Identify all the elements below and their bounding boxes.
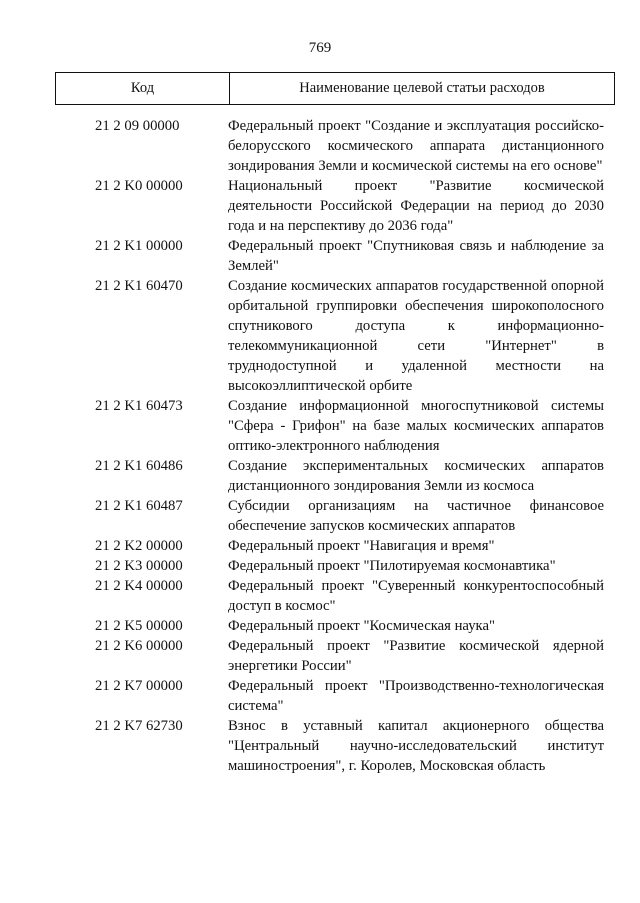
- row-name: Федеральный проект "Космическая наука": [228, 618, 495, 634]
- table-row: [55, 556, 615, 576]
- header-code: Код: [56, 73, 230, 104]
- table-body: [55, 116, 615, 776]
- row-code: 21 2 K1 60487: [95, 498, 183, 514]
- row-code: 21 2 K1 60470: [95, 278, 183, 294]
- table-row: [55, 576, 615, 616]
- table-row: [55, 616, 615, 636]
- row-name: Федеральный проект "Пилотируемая космонавтика": [228, 558, 556, 574]
- row-code: 21 2 K7 62730: [95, 718, 183, 734]
- row-code: 21 2 09 00000: [95, 118, 180, 134]
- table-row: [55, 676, 615, 716]
- table-row: [55, 496, 615, 536]
- row-code: 21 2 K4 00000: [95, 578, 183, 594]
- row-code: 21 2 K1 60486: [95, 458, 183, 474]
- row-name: Федеральный проект "Создание и эксплуатация российско-белорусского космического аппарата дистанционного зондирования Земли и космической системы на его основе": [228, 118, 604, 174]
- row-name: Федеральный проект "Спутниковая связь и наблюдение за Землей": [228, 238, 604, 274]
- row-name: Создание космических аппаратов государственной опорной орбитальной группировки обеспечения широкополосного спутникового доступа к информационно-телекоммуникационной сети "Интернет" в труднодоступной и удаленной местности на высокоэллиптической орбите: [228, 278, 604, 394]
- row-name: Создание экспериментальных космических аппаратов дистанционного зондирования Земли из космоса: [228, 458, 604, 494]
- table-row: [55, 236, 615, 276]
- row-code: 21 2 K6 00000: [95, 638, 183, 654]
- row-name: Федеральный проект "Развитие космической ядерной энергетики России": [228, 638, 604, 674]
- row-code: 21 2 K2 00000: [95, 538, 183, 554]
- row-name: Взнос в уставный капитал акционерного общества "Центральный научно-исследовательский институт машиностроения", г. Королев, Московская область: [228, 718, 604, 774]
- row-name: Национальный проект "Развитие космической деятельности Российской Федерации на период до 2030 года и на перспективу до 2036 года": [228, 178, 604, 234]
- row-code: 21 2 K3 00000: [95, 558, 183, 574]
- table-row: [55, 536, 615, 556]
- table-row: [55, 116, 615, 176]
- row-name: Федеральный проект "Суверенный конкурентоспособный доступ в космос": [228, 578, 604, 614]
- table-row: [55, 176, 615, 236]
- row-name: Создание информационной многоспутниковой системы "Сфера - Грифон" на базе малых космических аппаратов оптико-электронного наблюдения: [228, 398, 604, 454]
- row-name: Федеральный проект "Производственно-технологическая система": [228, 678, 604, 714]
- page-number: 769: [308, 40, 332, 56]
- table-row: [55, 396, 615, 456]
- row-code: 21 2 K7 00000: [95, 678, 183, 694]
- row-code: 21 2 K1 00000: [95, 238, 183, 254]
- row-name: Федеральный проект "Навигация и время": [228, 538, 495, 554]
- header-name: Наименование целевой статьи расходов: [299, 80, 545, 96]
- row-name: Субсидии организациям на частичное финансовое обеспечение запусков космических аппаратов: [228, 498, 604, 534]
- row-code: 21 2 K1 60473: [95, 398, 183, 414]
- table-row: [55, 716, 615, 776]
- table-row: [55, 276, 615, 396]
- table-header: [55, 72, 615, 105]
- table-row: [55, 636, 615, 676]
- table-row: [55, 456, 615, 496]
- row-code: 21 2 K0 00000: [95, 178, 183, 194]
- row-code: 21 2 K5 00000: [95, 618, 183, 634]
